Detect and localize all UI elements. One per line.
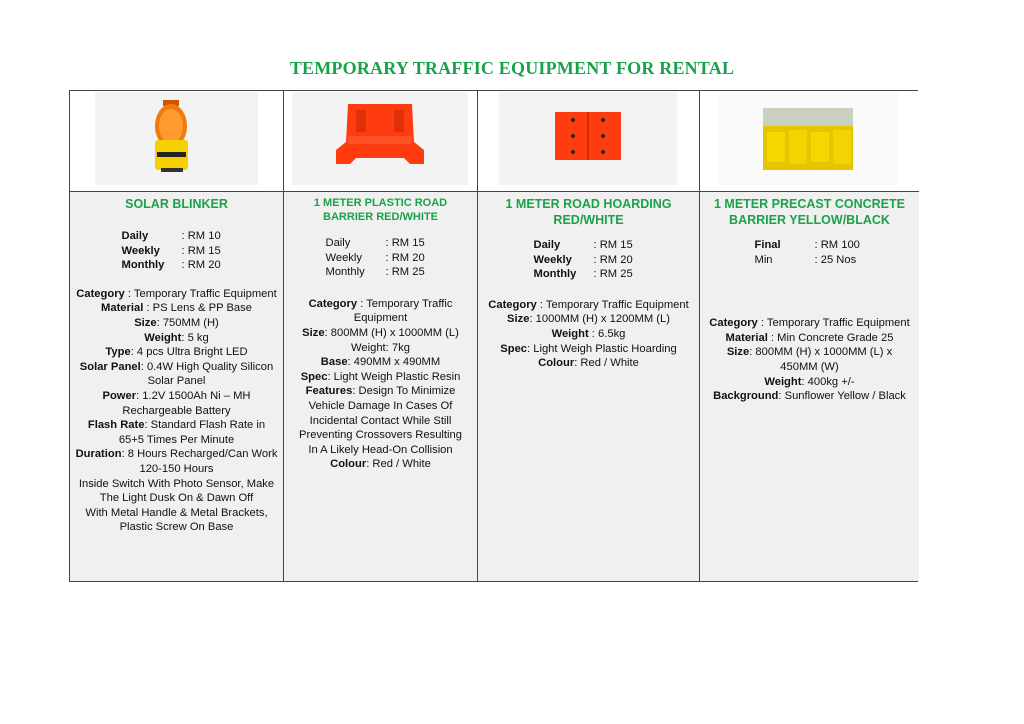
product-column-concrete-barrier	[700, 91, 919, 581]
spec-line: Category : Temporary Traffic Equipment	[488, 298, 689, 311]
product-name: 1 METER PRECAST CONCRETE BARRIER YELLOW/BLACK	[714, 197, 905, 227]
spec-line: Weight: 7kg	[351, 341, 410, 354]
spec-line: With Metal Handle & Metal Brackets, Plastic Screw On Base	[85, 506, 268, 534]
rate-label: Weekly	[121, 244, 160, 257]
spec-line: Colour: Red / White	[538, 357, 639, 370]
spec-line: Weight : 6.5kg	[551, 327, 626, 340]
spec-line: Weight: 400kg +/-	[764, 375, 855, 388]
spec-line: Duration: 8 Hours Recharged/Can Work 120-150 Hours	[75, 448, 278, 475]
spec-list	[484, 298, 693, 371]
equipment-table	[69, 90, 918, 582]
rental-rates	[75, 229, 278, 273]
solar-blinker-image	[95, 92, 258, 185]
rate-label: Monthly	[325, 266, 365, 279]
rate-value: : RM 15	[181, 244, 221, 257]
spec-line: Spec: Light Weigh Plastic Hoarding	[500, 342, 677, 355]
spec-line: Colour: Red / White	[330, 458, 431, 471]
product-name: SOLAR BLINKER	[125, 197, 228, 211]
product-column-solar-blinker	[70, 91, 284, 581]
spec-line: Material : Min Concrete Grade 25	[725, 331, 894, 344]
road-hoarding-image	[499, 92, 677, 185]
spec-line: Category : Temporary Traffic Equipment	[76, 287, 277, 300]
rate-value: : RM 25	[385, 266, 425, 279]
rate-value: : RM 20	[181, 259, 221, 272]
rate-label: Daily	[121, 230, 149, 242]
spec-line: Size: 750MM (H)	[134, 316, 219, 329]
rate-label: Min	[754, 253, 773, 266]
rate-value: : 25 Nos	[814, 253, 857, 266]
spec-line: Size: 1000MM (H) x 1200MM (L)	[507, 313, 670, 326]
rental-rates	[708, 238, 911, 267]
spec-line: Category : Temporary Traffic Equipment	[308, 297, 453, 325]
rate-value: : RM 15	[385, 237, 425, 249]
spec-list	[75, 287, 278, 535]
rate-label: Weekly	[325, 251, 362, 264]
spec-line: Size: 800MM (H) x 1000MM (L)	[302, 326, 459, 339]
rate-label: Monthly	[121, 259, 165, 272]
rental-rates	[288, 236, 473, 280]
rate-value: : RM 15	[593, 239, 633, 251]
rate-label: Daily	[325, 237, 351, 249]
rental-rates	[484, 238, 693, 282]
product-name: 1 METER PLASTIC ROAD BARRIER RED/WHITE	[313, 197, 448, 223]
product-column-plastic-barrier	[284, 91, 478, 581]
rate-value: : RM 10	[181, 230, 221, 242]
spec-line: Category : Temporary Traffic Equipment	[709, 317, 910, 330]
spec-list	[288, 297, 473, 472]
spec-line: Background: Sunflower Yellow / Black	[713, 390, 906, 403]
rate-value: : RM 100	[814, 239, 860, 251]
rate-label: Weekly	[533, 253, 572, 266]
rate-label: Final	[754, 239, 781, 251]
spec-list	[708, 316, 911, 404]
spec-line: Material : PS Lens & PP Base	[101, 302, 252, 315]
spec-line: Type: 4 pcs Ultra Bright LED	[105, 346, 248, 359]
rate-value: : RM 25	[593, 268, 633, 281]
concrete-barrier-image	[719, 92, 899, 185]
spec-line: Inside Switch With Photo Sensor, Make The Light Dusk On & Dawn Off	[78, 477, 275, 505]
spec-line: Features: Design To Minimize Vehicle Damage In Cases Of Incidental Contact While Still Preventing Crossovers Resulting In A Likely Head-On Collision	[299, 385, 462, 456]
spec-line: Base: 490MM x 490MM	[320, 356, 441, 369]
rate-value: : RM 20	[593, 253, 633, 266]
page-title: TEMPORARY TRAFFIC EQUIPMENT FOR RENTAL	[289, 58, 735, 78]
spec-line: Weight: 5 kg	[144, 331, 209, 344]
spec-line: Power: 1.2V 1500Ah Ni – MH Rechargeable Battery	[102, 389, 251, 417]
rate-label: Daily	[533, 239, 561, 251]
spec-line: Flash Rate: Standard Flash Rate in 65+5 Times Per Minute	[87, 419, 266, 446]
product-name: 1 METER ROAD HOARDING RED/WHITE	[505, 197, 672, 227]
plastic-barrier-image	[292, 92, 468, 185]
rate-value: : RM 20	[385, 251, 425, 264]
spec-line: Size: 800MM (H) x 1000MM (L) x 450MM (W)	[726, 346, 893, 373]
spec-line: Solar Panel: 0.4W High Quality Silicon Solar Panel	[79, 360, 274, 388]
product-column-road-hoarding	[478, 91, 700, 581]
spec-line: Spec: Light Weigh Plastic Resin	[300, 370, 461, 383]
rate-label: Monthly	[533, 268, 577, 281]
